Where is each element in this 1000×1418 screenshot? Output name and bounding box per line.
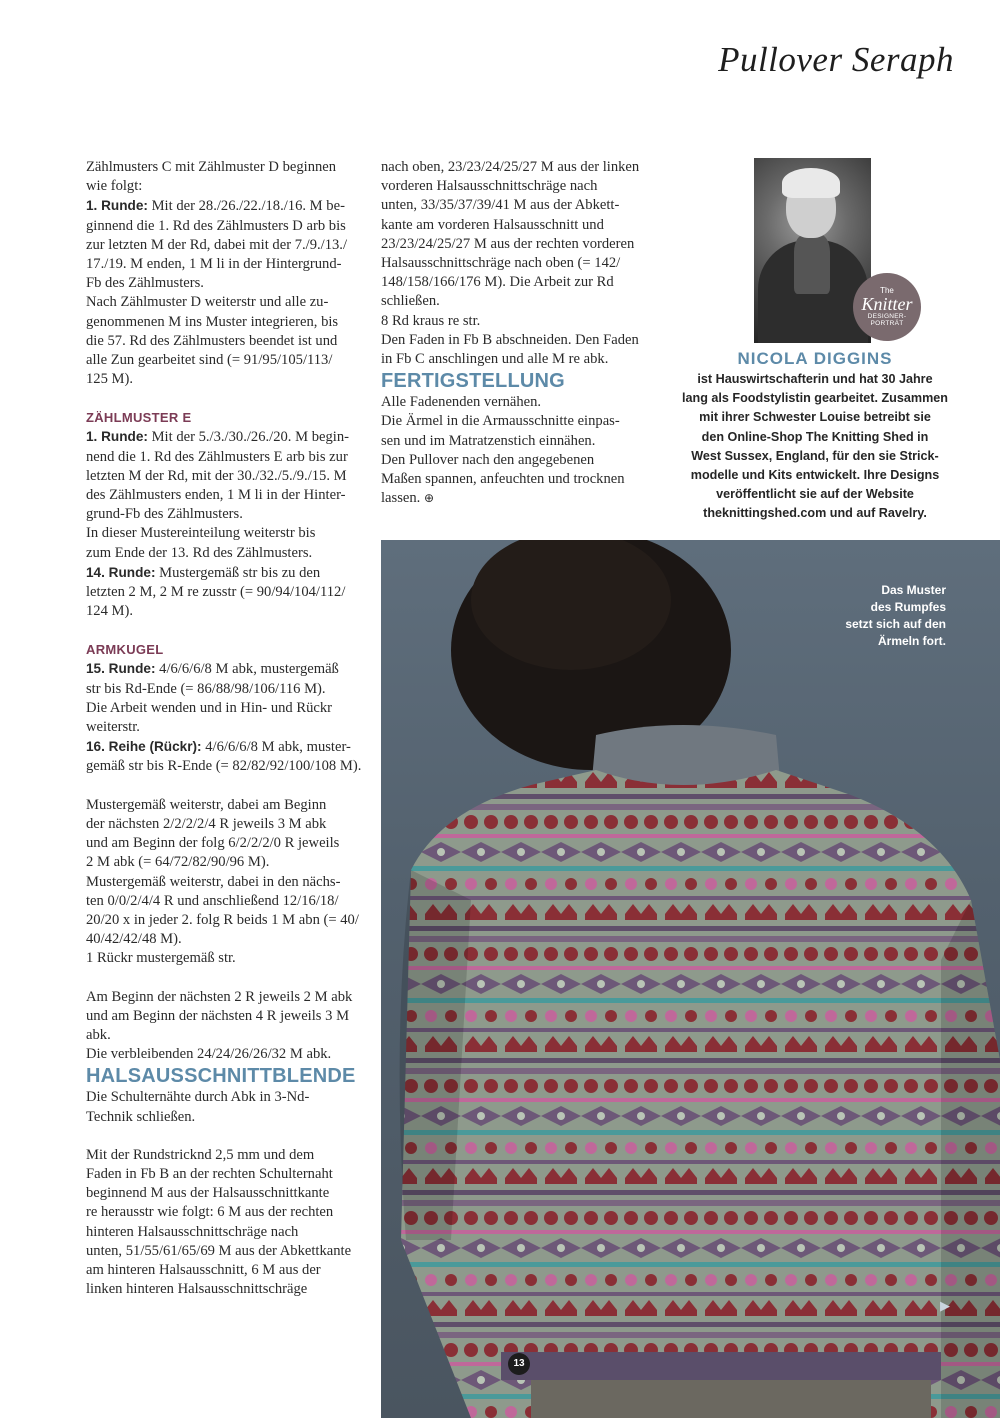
text-line: 8 Rd kraus re str. xyxy=(381,312,481,329)
text-line: Den Faden in Fb B abschneiden. Den Faden xyxy=(381,331,639,348)
badge-sub-text: PORTRÄT xyxy=(870,320,904,327)
text-line: und am Beginn der folg 6/2/2/2/0 R jeweils xyxy=(86,835,340,852)
step-text: Mustergemäß str bis zu den xyxy=(155,564,321,581)
caption-line: setzt sich auf den xyxy=(845,617,946,631)
caption-line: des Rumpfes xyxy=(870,600,946,614)
step-label: 1. Runde: xyxy=(86,429,148,445)
designer-bio-line: veröffentlicht sie auf der Website xyxy=(716,487,914,502)
text-line: Alle Fadenenden vernähen. xyxy=(381,394,542,411)
badge-brand: Knitter xyxy=(861,294,913,314)
text-line: wie folgt: xyxy=(86,178,143,195)
step-label: 14. Runde: xyxy=(86,564,156,580)
section-heading-fertigstellung: FERTIGSTELLUNG xyxy=(381,370,565,393)
text-line: nend die 1. Rd des Zählmusters E arb bis zur xyxy=(86,448,348,465)
text-line: hinteren Halsausschnittschräge nach xyxy=(86,1223,299,1240)
sweater-photo xyxy=(381,540,1000,1418)
text-line: Faden in Fb B an der rechten Schulternaht xyxy=(86,1165,333,1182)
text-line: weiterstr. xyxy=(86,719,140,736)
text-line xyxy=(86,196,364,216)
page-number: 13 xyxy=(508,1353,530,1375)
designer-bio-line: modelle und Kits entwickelt. Ihre Designs xyxy=(690,468,940,483)
next-page-arrow-icon: ▶ xyxy=(940,1299,950,1314)
text-line: Maßen spannen, anfeuchten und trocknen xyxy=(381,471,625,488)
designer-bio-line: theknittingshed.com und auf Ravelry. xyxy=(703,506,927,521)
text-line: grund-Fb des Zählmusters. xyxy=(86,506,243,523)
photo-caption xyxy=(845,582,946,650)
text-line: kante am vorderen Halsausschnitt und xyxy=(381,216,604,233)
text-line: vorderen Halsausschnittschräge nach xyxy=(381,178,598,195)
text-line: 125 M). xyxy=(86,371,134,388)
section-heading-halsausschnittblende: HALSAUSSCHNITTBLENDE xyxy=(86,1065,356,1088)
text-line: unten, 33/35/37/39/41 M aus der Abkett- xyxy=(381,197,620,214)
text-line: unten, 51/55/61/65/69 M aus der Abkettkante xyxy=(86,1242,352,1259)
text-line: Halsausschnittschräge nach oben (= 142/ xyxy=(381,255,621,272)
text-column-left xyxy=(86,158,364,1299)
text-line: in Fb C anschlingen und alle M re abk. xyxy=(381,351,609,368)
text-line-end: lassen. xyxy=(381,490,424,507)
text-line: 2 M abk (= 64/72/82/90/96 M). xyxy=(86,854,270,871)
step-label: 16. Reihe (Rückr): xyxy=(86,739,202,755)
text-line: Die verbleibenden 24/24/26/26/32 M abk. xyxy=(86,1046,332,1063)
text-line: am hinteren Halsausschnitt, 6 M aus der xyxy=(86,1261,321,1278)
designer-bio-line: West Sussex, England, für den sie Strick- xyxy=(691,448,939,463)
text-line: Fb des Zählmusters. xyxy=(86,275,204,292)
text-line: genommenen M ins Muster integrieren, bis xyxy=(86,313,339,330)
step-label: 15. Runde: xyxy=(86,661,156,677)
text-line xyxy=(86,427,364,447)
badge-sub-text: DESIGNER- xyxy=(867,313,907,320)
text-line: gemäß str bis R-Ende (= 82/82/92/100/108 M). xyxy=(86,758,362,775)
text-line: nach oben, 23/23/24/25/27 M aus der linken xyxy=(381,159,640,175)
text-line: Nach Zählmuster D weiterstr und alle zu- xyxy=(86,294,329,311)
section-heading-armkugel: ARMKUGEL xyxy=(86,642,164,658)
text-line: Die Ärmel in die Armausschnitte einpas- xyxy=(381,413,620,430)
text-line: abk. xyxy=(86,1026,111,1043)
text-line: 148/158/166/176 M). Die Arbeit zur Rd xyxy=(381,274,614,291)
step-text: 4/6/6/6/8 M abk, muster- xyxy=(201,739,351,756)
text-line: str bis Rd-Ende (= 86/88/98/106/116 M). xyxy=(86,680,326,697)
text-line: des Zählmusters enden, 1 M li in der Hinter- xyxy=(86,487,346,504)
text-line: 20/20 x in jeder 2. folg R beids 1 M abn (= 40/ xyxy=(86,911,359,928)
text-line: alle Zun gearbeitet sind (= 91/95/105/113/ xyxy=(86,352,333,369)
text-line: linken hinteren Halsausschnittschräge xyxy=(86,1281,308,1298)
text-line: beginnend M aus der Halsausschnittkante xyxy=(86,1185,330,1202)
caption-line: Das Muster xyxy=(881,583,946,597)
text-line: schließen. xyxy=(381,293,440,310)
caption-line: Ärmeln fort. xyxy=(877,634,946,648)
text-line: letzten M der Rd, mit der 30./32./5./9./15. M xyxy=(86,467,347,484)
text-line: Zählmusters C mit Zählmuster D beginnen xyxy=(86,159,337,175)
text-line: 124 M). xyxy=(86,603,134,620)
text-line: zur letzten M der Rd, dabei mit der 7./9./13./ xyxy=(86,236,347,253)
badge-top-text: The xyxy=(880,286,894,295)
text-line xyxy=(381,489,661,508)
text-line: Mustergemäß weiterstr, dabei am Beginn xyxy=(86,796,327,813)
text-line: Technik schließen. xyxy=(86,1108,196,1125)
step-text: 4/6/6/6/8 M abk, mustergemäß xyxy=(155,661,339,678)
text-line xyxy=(86,563,364,583)
text-line: ten 0/0/2/4/4 R und anschließend 12/16/18/ xyxy=(86,892,339,909)
text-line: Die Schulternähte durch Abk in 3-Nd- xyxy=(86,1089,310,1106)
text-column-middle xyxy=(381,158,661,508)
text-line: 23/23/24/25/27 M aus der rechten vorderen xyxy=(381,235,635,252)
section-heading-zaehlmuster-e: ZÄHLMUSTER E xyxy=(86,410,192,426)
step-text: Mit der 5./3./30./26./20. M begin- xyxy=(147,429,349,446)
text-line: sen und im Matratzenstich einnähen. xyxy=(381,432,596,449)
text-line: zum Ende der 13. Rd des Zählmusters. xyxy=(86,544,313,561)
text-line: Mustergemäß weiterstr, dabei in den nächs- xyxy=(86,873,341,890)
page-title: Pullover Seraph xyxy=(718,40,954,79)
text-line: letzten 2 M, 2 M re zusstr (= 90/94/104/112/ xyxy=(86,584,346,601)
designer-bio-line: mit ihrer Schwester Louise betreibt sie xyxy=(699,410,931,425)
text-line: die 57. Rd des Zählmusters beendet ist und xyxy=(86,332,338,349)
text-line: der nächsten 2/2/2/2/4 R jeweils 3 M abk xyxy=(86,815,327,832)
text-line: 1 Rückr mustergemäß str. xyxy=(86,950,236,967)
text-line: Die Arbeit wenden und in Hin- und Rückr xyxy=(86,699,333,716)
text-line: ginnend die 1. Rd des Zählmusters D arb bis xyxy=(86,217,346,234)
text-line: In dieser Mustereinteilung weiterstr bis xyxy=(86,525,316,542)
text-line: Den Pullover nach den angegebenen xyxy=(381,451,595,468)
step-text: Mit der 28./26./22./18./16. M be- xyxy=(147,198,345,215)
text-line: und am Beginn der nächsten 4 R jeweils 3 M xyxy=(86,1007,350,1024)
text-line: 17./19. M enden, 1 M li in der Hintergrund- xyxy=(86,256,342,273)
end-mark-icon: ⊕ xyxy=(423,491,435,506)
text-line: Am Beginn der nächsten 2 R jeweils 2 M abk xyxy=(86,988,353,1005)
designer-bio-line: den Online-Shop The Knitting Shed in xyxy=(701,429,929,444)
step-label: 1. Runde: xyxy=(86,198,148,214)
text-line xyxy=(86,659,364,679)
designer-portrait-badge xyxy=(853,273,921,341)
text-line: re herausstr wie folgt: 6 M aus der rechten xyxy=(86,1204,334,1221)
text-line: 40/42/42/48 M). xyxy=(86,931,182,948)
designer-bio-line: ist Hauswirtschafterin und hat 30 Jahre xyxy=(697,372,933,386)
text-line: Mit der Rundstricknd 2,5 mm und dem xyxy=(86,1146,315,1163)
sweater-illustration xyxy=(381,540,1000,1418)
designer-name: NICOLA DIGGINS xyxy=(737,349,893,368)
designer-info xyxy=(680,348,950,524)
text-line xyxy=(86,737,364,757)
designer-bio-line: lang als Foodstylistin gearbeitet. Zusammen xyxy=(682,391,948,406)
